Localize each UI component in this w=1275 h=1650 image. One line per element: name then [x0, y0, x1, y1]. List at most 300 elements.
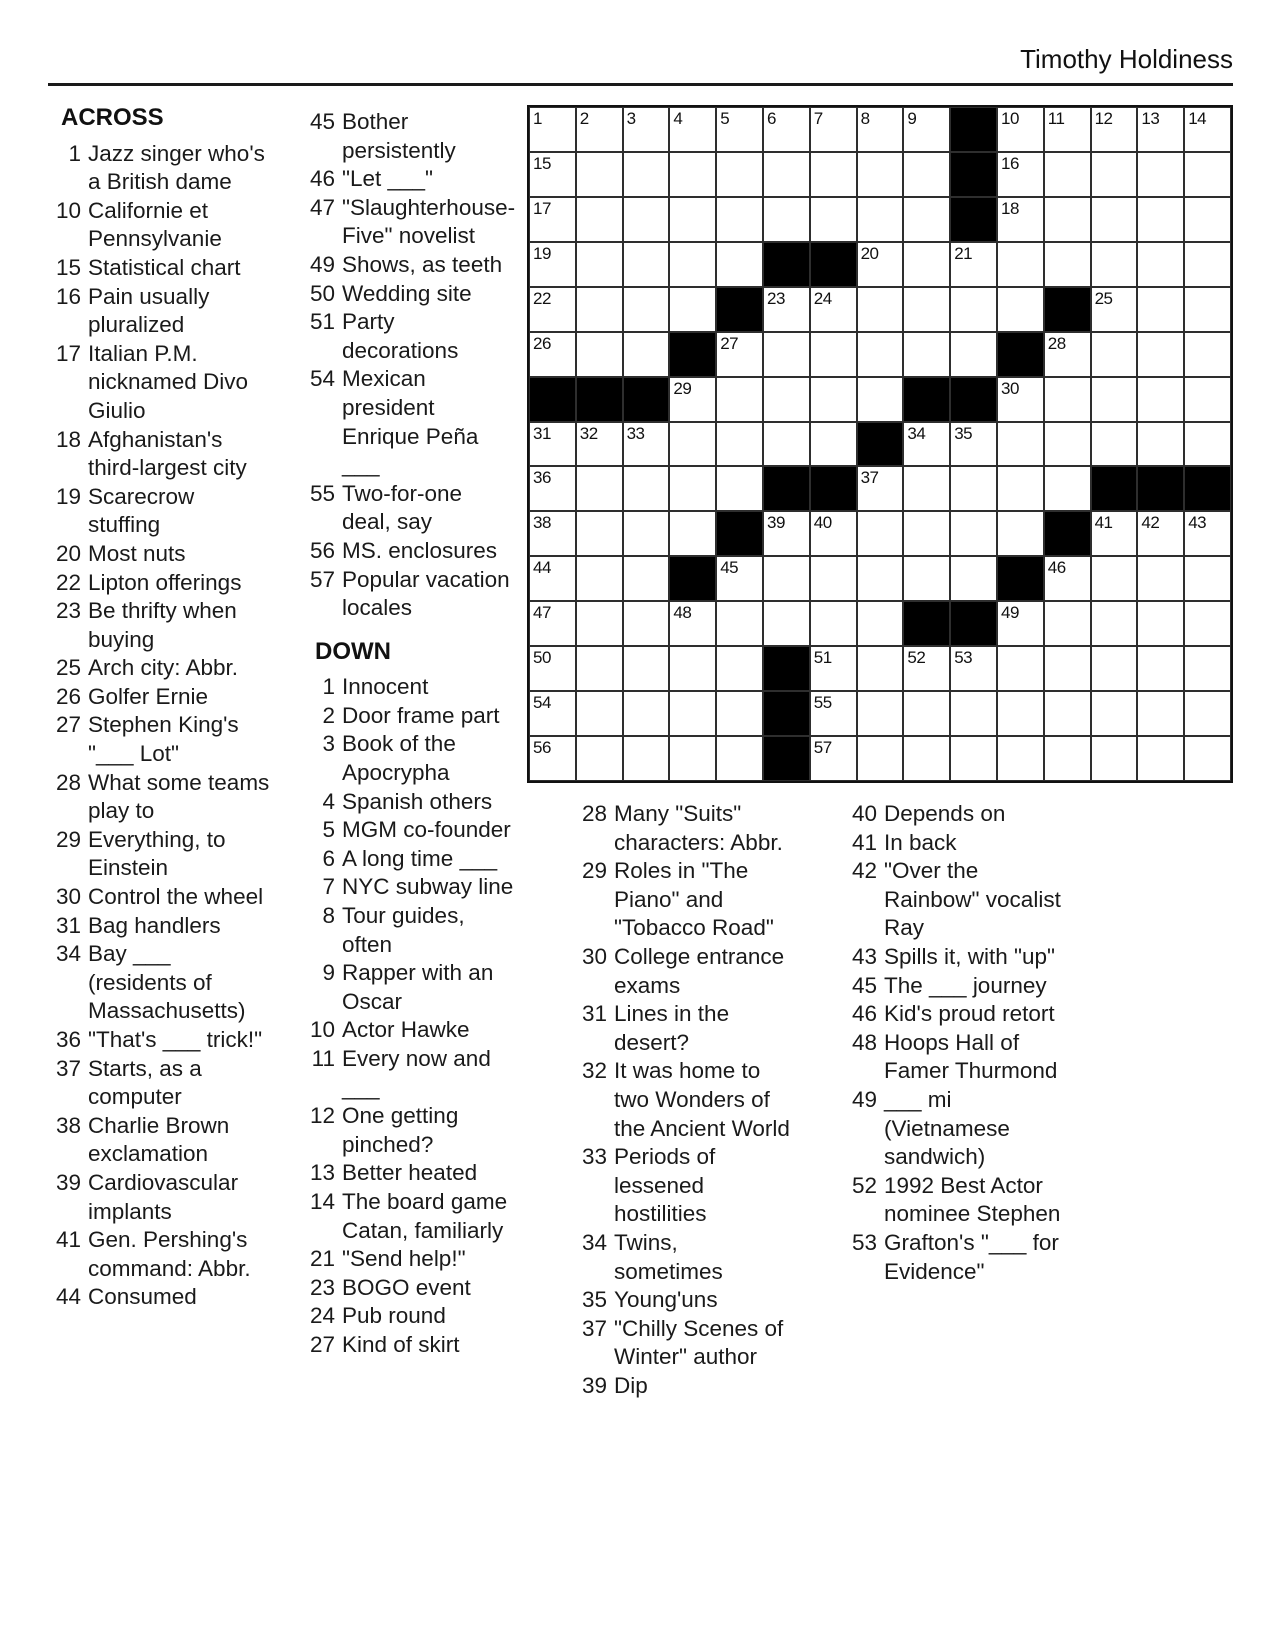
grid-cell[interactable]: [529, 287, 576, 332]
grid-cell[interactable]: [1091, 691, 1138, 736]
cell-number: 44: [533, 558, 551, 578]
grid-cell[interactable]: [1184, 107, 1231, 152]
grid-cell[interactable]: [1044, 197, 1091, 242]
grid-cell[interactable]: [950, 736, 997, 781]
grid-cell[interactable]: [903, 197, 950, 242]
grid-cell[interactable]: [903, 736, 950, 781]
clue-number: 31: [581, 1001, 607, 1027]
grid-cell[interactable]: [669, 377, 716, 422]
grid-cell[interactable]: [857, 332, 904, 377]
grid-cell-black: [997, 332, 1044, 377]
cell-number: 45: [720, 558, 739, 578]
clue-down-31: [574, 1000, 790, 1057]
grid-cell[interactable]: [669, 511, 716, 556]
grid-cell[interactable]: [529, 422, 576, 467]
clue-text: Cardiovascular implants: [88, 1169, 239, 1224]
clue-number: 56: [309, 537, 335, 563]
grid-cell[interactable]: [903, 691, 950, 736]
grid-cell[interactable]: [1184, 601, 1231, 646]
grid-cell[interactable]: [576, 646, 623, 691]
grid-cell[interactable]: [857, 107, 904, 152]
grid-cell[interactable]: [529, 152, 576, 197]
grid-cell[interactable]: [669, 422, 716, 467]
grid-cell[interactable]: [1137, 287, 1184, 332]
grid-cell[interactable]: [763, 556, 810, 601]
grid-cell[interactable]: [716, 242, 763, 287]
cell-number: 57: [813, 738, 832, 758]
grid-cell[interactable]: [576, 197, 623, 242]
grid-cell[interactable]: [1091, 556, 1138, 601]
cell-number: 15: [533, 153, 551, 173]
grid-cell[interactable]: [997, 242, 1044, 287]
grid-cell[interactable]: [903, 152, 950, 197]
grid-cell[interactable]: [903, 556, 950, 601]
grid-cell-black: [857, 422, 904, 467]
grid-cell[interactable]: [716, 422, 763, 467]
grid-cell[interactable]: [1044, 556, 1091, 601]
grid-cell[interactable]: [623, 466, 670, 511]
clue-number: 52: [851, 1172, 877, 1198]
grid-cell[interactable]: [1091, 646, 1138, 691]
grid-cell[interactable]: [903, 332, 950, 377]
cell-number: 54: [533, 693, 551, 713]
grid-cell[interactable]: [997, 691, 1044, 736]
grid-cell[interactable]: [716, 197, 763, 242]
clue-down-41: [844, 829, 1062, 858]
clue-across-47: [302, 194, 514, 251]
grid-cell[interactable]: [857, 197, 904, 242]
grid-cell[interactable]: [810, 197, 857, 242]
grid-cell[interactable]: [623, 691, 670, 736]
grid-cell[interactable]: [810, 107, 857, 152]
clue-number: 8: [322, 903, 335, 929]
grid-cell[interactable]: [810, 511, 857, 556]
grid-cell[interactable]: [1184, 197, 1231, 242]
grid-cell[interactable]: [810, 152, 857, 197]
grid-cell[interactable]: [1137, 107, 1184, 152]
grid-cell[interactable]: [997, 511, 1044, 556]
clue-text: It was home to two Wonders of the Ancient World: [614, 1058, 790, 1141]
clue-across-26: [48, 683, 270, 712]
grid-cell[interactable]: [1184, 242, 1231, 287]
grid-cell[interactable]: [576, 287, 623, 332]
grid-cell[interactable]: [1184, 287, 1231, 332]
grid-cell[interactable]: [1184, 556, 1231, 601]
clue-number: 2: [322, 702, 335, 728]
grid-cell[interactable]: [623, 242, 670, 287]
grid-cell[interactable]: [997, 377, 1044, 422]
grid-cell[interactable]: [950, 466, 997, 511]
grid-cell[interactable]: [1091, 332, 1138, 377]
grid-cell[interactable]: [1137, 511, 1184, 556]
grid-cell[interactable]: [857, 152, 904, 197]
clue-number: 34: [55, 941, 81, 967]
clue-down-40: [844, 800, 1062, 829]
grid-cell[interactable]: [1044, 422, 1091, 467]
grid-cell[interactable]: [1044, 466, 1091, 511]
grid-cell[interactable]: [763, 107, 810, 152]
grid-cell[interactable]: [1137, 556, 1184, 601]
grid-cell[interactable]: [576, 466, 623, 511]
grid-cell[interactable]: [997, 466, 1044, 511]
grid-cell[interactable]: [997, 287, 1044, 332]
grid-cell[interactable]: [810, 287, 857, 332]
grid-cell[interactable]: [857, 556, 904, 601]
grid-cell[interactable]: [576, 691, 623, 736]
cell-number: 46: [1047, 558, 1066, 578]
grid-cell[interactable]: [669, 197, 716, 242]
clue-text: Kid's proud retort: [884, 1001, 1055, 1027]
grid-cell[interactable]: [810, 377, 857, 422]
clue-down-3: [302, 730, 514, 787]
grid-cell[interactable]: [669, 466, 716, 511]
grid-cell[interactable]: [1044, 646, 1091, 691]
grid-cell[interactable]: [576, 511, 623, 556]
grid-cell[interactable]: [623, 511, 670, 556]
cell-number: 41: [1094, 513, 1113, 533]
grid-cell-black: [763, 736, 810, 781]
cell-number: 10: [1000, 109, 1019, 128]
grid-cell[interactable]: [576, 152, 623, 197]
grid-cell[interactable]: [716, 646, 763, 691]
grid-cell[interactable]: [623, 646, 670, 691]
clue-down-8: [302, 902, 514, 959]
clue-number: 24: [309, 1303, 335, 1329]
clue-number: 41: [55, 1227, 81, 1253]
clue-text: Door frame part: [342, 702, 500, 728]
grid-cell-black: [716, 511, 763, 556]
grid-cell[interactable]: [529, 511, 576, 556]
clue-text: Most nuts: [88, 540, 186, 566]
clue-across-54: [302, 365, 514, 479]
clue-number: 19: [55, 483, 81, 509]
grid-cell[interactable]: [1184, 736, 1231, 781]
clue-text: Jazz singer who's a British dame: [88, 140, 265, 195]
grid-cell[interactable]: [669, 601, 716, 646]
grid-cell[interactable]: [763, 287, 810, 332]
grid-cell[interactable]: [810, 601, 857, 646]
clue-text: BOGO event: [342, 1274, 471, 1300]
grid-cell[interactable]: [857, 466, 904, 511]
clue-number: 50: [309, 280, 335, 306]
grid-cell[interactable]: [763, 601, 810, 646]
grid-cell[interactable]: [810, 556, 857, 601]
grid-cell[interactable]: [903, 646, 950, 691]
grid-cell[interactable]: [529, 601, 576, 646]
grid-cell[interactable]: [903, 422, 950, 467]
down-heading: DOWN: [315, 637, 391, 665]
grid-cell[interactable]: [810, 691, 857, 736]
grid-cell[interactable]: [1091, 736, 1138, 781]
clue-number: 54: [309, 366, 335, 392]
clue-number: 49: [309, 251, 335, 277]
grid-cell[interactable]: [950, 646, 997, 691]
grid-cell[interactable]: [950, 691, 997, 736]
grid-cell[interactable]: [1091, 377, 1138, 422]
header-rule: [48, 83, 1233, 86]
grid-cell[interactable]: [997, 646, 1044, 691]
grid-cell[interactable]: [1184, 332, 1231, 377]
grid-cell[interactable]: [810, 332, 857, 377]
grid-cell[interactable]: [763, 152, 810, 197]
clue-number: 47: [309, 194, 335, 220]
clue-number: 36: [55, 1027, 81, 1052]
grid-cell[interactable]: [997, 197, 1044, 242]
cell-number: 34: [907, 423, 926, 443]
clue-text: Spills it, with "up": [884, 943, 1056, 969]
grid-cell[interactable]: [576, 601, 623, 646]
grid-cell[interactable]: [1184, 691, 1231, 736]
clue-text: What some teams play to: [88, 769, 270, 824]
grid-cell[interactable]: [529, 646, 576, 691]
clue-number: 10: [55, 197, 81, 223]
grid-cell[interactable]: [950, 422, 997, 467]
grid-cell[interactable]: [1091, 197, 1138, 242]
grid-cell[interactable]: [903, 466, 950, 511]
grid-cell[interactable]: [1091, 422, 1138, 467]
grid-cell[interactable]: [997, 107, 1044, 152]
grid-cell[interactable]: [716, 601, 763, 646]
grid-cell[interactable]: [1184, 511, 1231, 556]
grid-cell[interactable]: [1091, 287, 1138, 332]
clue-number: 11: [311, 1046, 335, 1071]
grid-cell[interactable]: [623, 287, 670, 332]
grid-cell[interactable]: [1137, 242, 1184, 287]
grid-cell[interactable]: [716, 691, 763, 736]
across-heading: ACROSS: [61, 104, 164, 131]
grid-cell[interactable]: [763, 377, 810, 422]
cell-number: 27: [720, 333, 739, 353]
grid-cell[interactable]: [1137, 197, 1184, 242]
clue-across-41: [48, 1226, 270, 1283]
grid-cell[interactable]: [669, 242, 716, 287]
grid-cell[interactable]: [1044, 332, 1091, 377]
grid-cell[interactable]: [950, 511, 997, 556]
grid-cell[interactable]: [1044, 242, 1091, 287]
grid-cell[interactable]: [903, 107, 950, 152]
grid-cell[interactable]: [997, 152, 1044, 197]
grid-cell[interactable]: [1044, 152, 1091, 197]
grid-cell[interactable]: [669, 287, 716, 332]
grid-cell[interactable]: [1137, 422, 1184, 467]
grid-cell[interactable]: [716, 152, 763, 197]
grid-cell[interactable]: [857, 511, 904, 556]
grid-cell[interactable]: [950, 556, 997, 601]
clue-number: 41: [851, 829, 877, 855]
grid-cell[interactable]: [529, 197, 576, 242]
grid-cell[interactable]: [857, 601, 904, 646]
clue-down-11: [302, 1045, 514, 1102]
grid-cell[interactable]: [1184, 152, 1231, 197]
cell-number: 25: [1094, 288, 1113, 308]
grid-cell[interactable]: [1184, 422, 1231, 467]
grid-cell[interactable]: [763, 422, 810, 467]
grid-cell-black: [1044, 511, 1091, 556]
grid-cell[interactable]: [857, 377, 904, 422]
grid-cell[interactable]: [529, 107, 576, 152]
clue-across-46: [302, 165, 514, 194]
grid-cell[interactable]: [623, 152, 670, 197]
grid-cell[interactable]: [576, 107, 623, 152]
grid-cell[interactable]: [1137, 646, 1184, 691]
grid-cell[interactable]: [950, 242, 997, 287]
cell-number: 51: [813, 648, 832, 668]
grid-cell[interactable]: [1137, 377, 1184, 422]
cell-number: 40: [813, 513, 832, 533]
grid-cell[interactable]: [1184, 646, 1231, 691]
grid-cell-black: [669, 556, 716, 601]
grid-cell[interactable]: [1091, 511, 1138, 556]
grid-cell[interactable]: [623, 556, 670, 601]
grid-cell[interactable]: [1044, 601, 1091, 646]
clue-number: 28: [55, 769, 81, 795]
clue-number: 1: [68, 140, 81, 166]
grid-cell[interactable]: [903, 242, 950, 287]
grid-cell[interactable]: [716, 556, 763, 601]
grid-cell[interactable]: [623, 197, 670, 242]
grid-cell[interactable]: [1044, 377, 1091, 422]
grid-cell[interactable]: [763, 332, 810, 377]
grid-cell-black: [950, 107, 997, 152]
clue-down-23: [302, 1274, 514, 1303]
grid-cell[interactable]: [716, 377, 763, 422]
clue-number: 39: [55, 1169, 81, 1195]
cell-number: 52: [907, 648, 926, 668]
grid-cell[interactable]: [763, 197, 810, 242]
grid-cell[interactable]: [576, 422, 623, 467]
grid-cell[interactable]: [576, 556, 623, 601]
grid-cell[interactable]: [576, 736, 623, 781]
cell-number: 56: [533, 738, 551, 758]
grid-cell[interactable]: [669, 691, 716, 736]
grid-cell[interactable]: [529, 691, 576, 736]
clue-text: ___ mi (Vietnamese sandwich): [884, 1086, 1010, 1170]
grid-cell[interactable]: [576, 332, 623, 377]
grid-cell[interactable]: [1091, 601, 1138, 646]
grid-cell[interactable]: [716, 736, 763, 781]
grid-cell[interactable]: [529, 242, 576, 287]
grid-cell[interactable]: [529, 736, 576, 781]
grid-cell-black: [1137, 466, 1184, 511]
grid-cell[interactable]: [716, 332, 763, 377]
grid-cell[interactable]: [669, 736, 716, 781]
clue-across-36: [48, 1026, 270, 1055]
grid-cell-black: [950, 197, 997, 242]
grid-cell[interactable]: [1184, 377, 1231, 422]
clue-text: Arch city: Abbr.: [88, 655, 239, 681]
clue-text: Popular vacation locales: [342, 566, 510, 621]
clue-down-13: [302, 1159, 514, 1188]
grid-cell[interactable]: [623, 422, 670, 467]
grid-cell[interactable]: [623, 736, 670, 781]
grid-cell[interactable]: [1091, 152, 1138, 197]
grid-cell[interactable]: [1091, 242, 1138, 287]
grid-cell[interactable]: [857, 736, 904, 781]
grid-cell[interactable]: [810, 646, 857, 691]
grid-cell-black: [763, 646, 810, 691]
grid-cell-black: [576, 377, 623, 422]
clue-text: The ___ journey: [884, 972, 1047, 998]
grid-cell[interactable]: [1137, 691, 1184, 736]
clue-text: Rapper with an Oscar: [342, 960, 494, 1014]
clue-text: Control the wheel: [88, 884, 264, 910]
grid-cell[interactable]: [1044, 691, 1091, 736]
grid-cell-black: [810, 466, 857, 511]
cell-number: 50: [533, 648, 551, 668]
clue-across-37: [48, 1055, 270, 1112]
grid-cell-black: [903, 601, 950, 646]
grid-cell[interactable]: [529, 466, 576, 511]
clue-number: 7: [322, 874, 335, 900]
grid-cell[interactable]: [623, 332, 670, 377]
grid-cell[interactable]: [810, 422, 857, 467]
grid-cell[interactable]: [1091, 107, 1138, 152]
grid-cell[interactable]: [576, 242, 623, 287]
clue-number: 31: [55, 912, 81, 938]
clue-across-10: [48, 197, 270, 254]
clue-text: Everything, to Einstein: [88, 826, 226, 881]
grid-cell[interactable]: [857, 242, 904, 287]
grid-cell[interactable]: [903, 287, 950, 332]
grid-cell[interactable]: [669, 152, 716, 197]
grid-cell[interactable]: [1044, 736, 1091, 781]
grid-cell[interactable]: [763, 511, 810, 556]
cell-number: 2: [579, 109, 589, 128]
clue-text: Periods of lessened hostilities: [614, 1144, 716, 1227]
clue-across-56: [302, 537, 514, 566]
grid-cell[interactable]: [1044, 107, 1091, 152]
grid-cell[interactable]: [669, 646, 716, 691]
grid-cell[interactable]: [997, 422, 1044, 467]
down-clue-list-1: [302, 673, 514, 1359]
clue-text: Better heated: [342, 1160, 478, 1186]
grid-cell[interactable]: [857, 691, 904, 736]
grid-cell[interactable]: [669, 107, 716, 152]
clue-down-32: [574, 1057, 790, 1143]
grid-cell[interactable]: [857, 646, 904, 691]
clue-text: Gen. Pershing's command: Abbr.: [88, 1227, 251, 1281]
clue-number: 48: [851, 1029, 877, 1055]
grid-cell[interactable]: [1137, 736, 1184, 781]
clue-text: Every now and ___: [342, 1046, 491, 1100]
grid-cell-black: [950, 601, 997, 646]
clue-text: Be thrifty when buying: [88, 598, 237, 652]
clue-number: 30: [581, 943, 607, 969]
grid-cell[interactable]: [529, 332, 576, 377]
clue-number: 55: [309, 480, 335, 506]
grid-cell[interactable]: [716, 107, 763, 152]
grid-cell[interactable]: [1137, 332, 1184, 377]
grid-cell[interactable]: [1137, 601, 1184, 646]
clue-text: Innocent: [342, 674, 429, 700]
grid-cell[interactable]: [810, 736, 857, 781]
grid-cell[interactable]: [997, 601, 1044, 646]
grid-cell[interactable]: [903, 511, 950, 556]
grid-cell[interactable]: [857, 287, 904, 332]
clue-text: Pub round: [342, 1303, 446, 1329]
grid-cell[interactable]: [623, 107, 670, 152]
grid-cell[interactable]: [716, 466, 763, 511]
cell-number: 32: [579, 423, 598, 443]
grid-cell[interactable]: [997, 736, 1044, 781]
grid-cell[interactable]: [950, 332, 997, 377]
grid-cell[interactable]: [1137, 152, 1184, 197]
grid-cell-black: [763, 691, 810, 736]
grid-cell[interactable]: [623, 601, 670, 646]
clue-text: Kind of skirt: [342, 1331, 460, 1357]
grid-cell[interactable]: [950, 287, 997, 332]
grid-cell[interactable]: [529, 556, 576, 601]
